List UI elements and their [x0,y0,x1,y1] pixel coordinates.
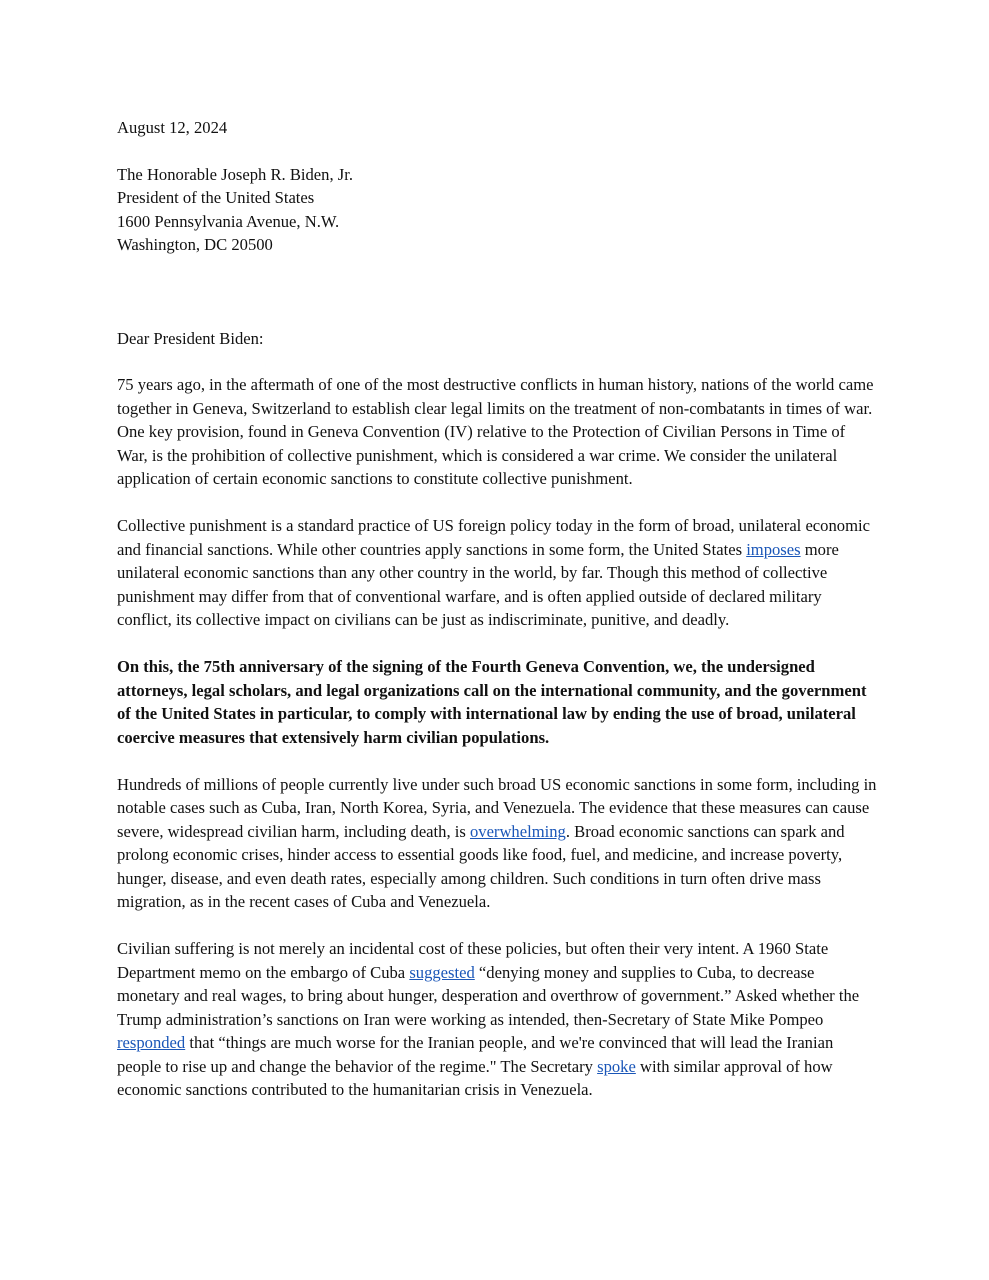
paragraph-text: more unilateral economic sanctions than any other country in the world, by far. Though this method of collective punishment may differ from that of conventional warfare, and is often applied outside of declared military conflict, its collective impact on civilians can be just as indiscriminate, punitive, and deadly. [117,539,839,629]
paragraph-call-to-action: On this, the 75th anniversary of the signing of the Fourth Geneva Convention, we, the undersigned attorneys, legal scholars, and legal organizations call on the international community, and the government of the United States in particular, to comply with international law by ending the use of broad, unilateral coercive measures that extensively harm civilian populations. [117,657,867,747]
responded-link[interactable]: responded [117,1033,186,1052]
spoke-link[interactable]: spoke [597,1056,636,1076]
paragraph-text: . Broad economic sanctions can spark and prolong economic crises, hinder access to essential goods like food, fuel, and medicine, and increase poverty, hunger, disease, and even death rates, especially among children. Such conditions in turn often drive mass migration, as in the recent cases of Cuba and Venezuela. [117,821,845,911]
imposes-link[interactable]: imposes [746,539,801,559]
paragraph-civilian-suffering [117,937,877,1102]
paragraph-text: “denying money and supplies to Cuba, to decrease monetary and real wages, to bring about hunger, desperation and overthrow of government.” Asked whether the Trump administration’s sanctions on Iran were working as intended, then-Secretary of State Mike Pompeo [117,962,860,1029]
suggested-link[interactable]: suggested [409,962,475,982]
paragraph-text: that “things are much worse for the Iranian people, and we're convinced that will lead the Iranian people to rise up and change the behavior of the regime." The Secretary [117,1033,834,1076]
paragraph-text: Hundreds of millions of people currently live under such broad US economic sanctions in some form, including in notable cases such as Cuba, Iran, North Korea, Syria, and Venezuela. The evidence that these measures can cause severe, widespread civilian harm, including death, is [117,774,877,841]
paragraph-collective-punishment [117,514,877,632]
paragraph-civilian-harm [117,773,877,914]
recipient-address [117,163,877,257]
recipient-city: Washington, DC 20500 [117,235,273,254]
letter-page [117,116,877,1125]
paragraph-text: Collective punishment is a standard practice of US foreign policy today in the form of broad, unilateral economic and financial sanctions. While other countries apply sanctions in some form, the United States [117,516,870,559]
letter-date: August 12, 2024 [117,118,228,137]
paragraph-text: with similar approval of how economic sanctions contributed to the humanitarian crisis in Venezuela. [117,1056,833,1099]
paragraph-text: Civilian suffering is not merely an incidental cost of these policies, but often their very intent. A 1960 State Department memo on the embargo of Cuba [117,939,829,982]
paragraph-geneva-history: 75 years ago, in the aftermath of one of the most destructive conflicts in human history, nations of the world came together in Geneva, Switzerland to establish clear legal limits on the treatment of non-combatants in times of war. One key provision, found in Geneva Convention (IV) relative to the Protection of Civilian Persons in Time of War, is the prohibition of collective punishment, which is considered a war crime. We consider the unilateral application of certain economic sanctions to constitute collective punishment. [117,375,874,488]
salutation: Dear President Biden: [117,328,264,348]
recipient-street: 1600 Pennsylvania Avenue, N.W. [117,211,340,231]
recipient-title: President of the United States [117,188,315,207]
recipient-name: The Honorable Joseph R. Biden, Jr. [117,164,353,184]
overwhelming-link[interactable]: overwhelming [469,821,566,841]
